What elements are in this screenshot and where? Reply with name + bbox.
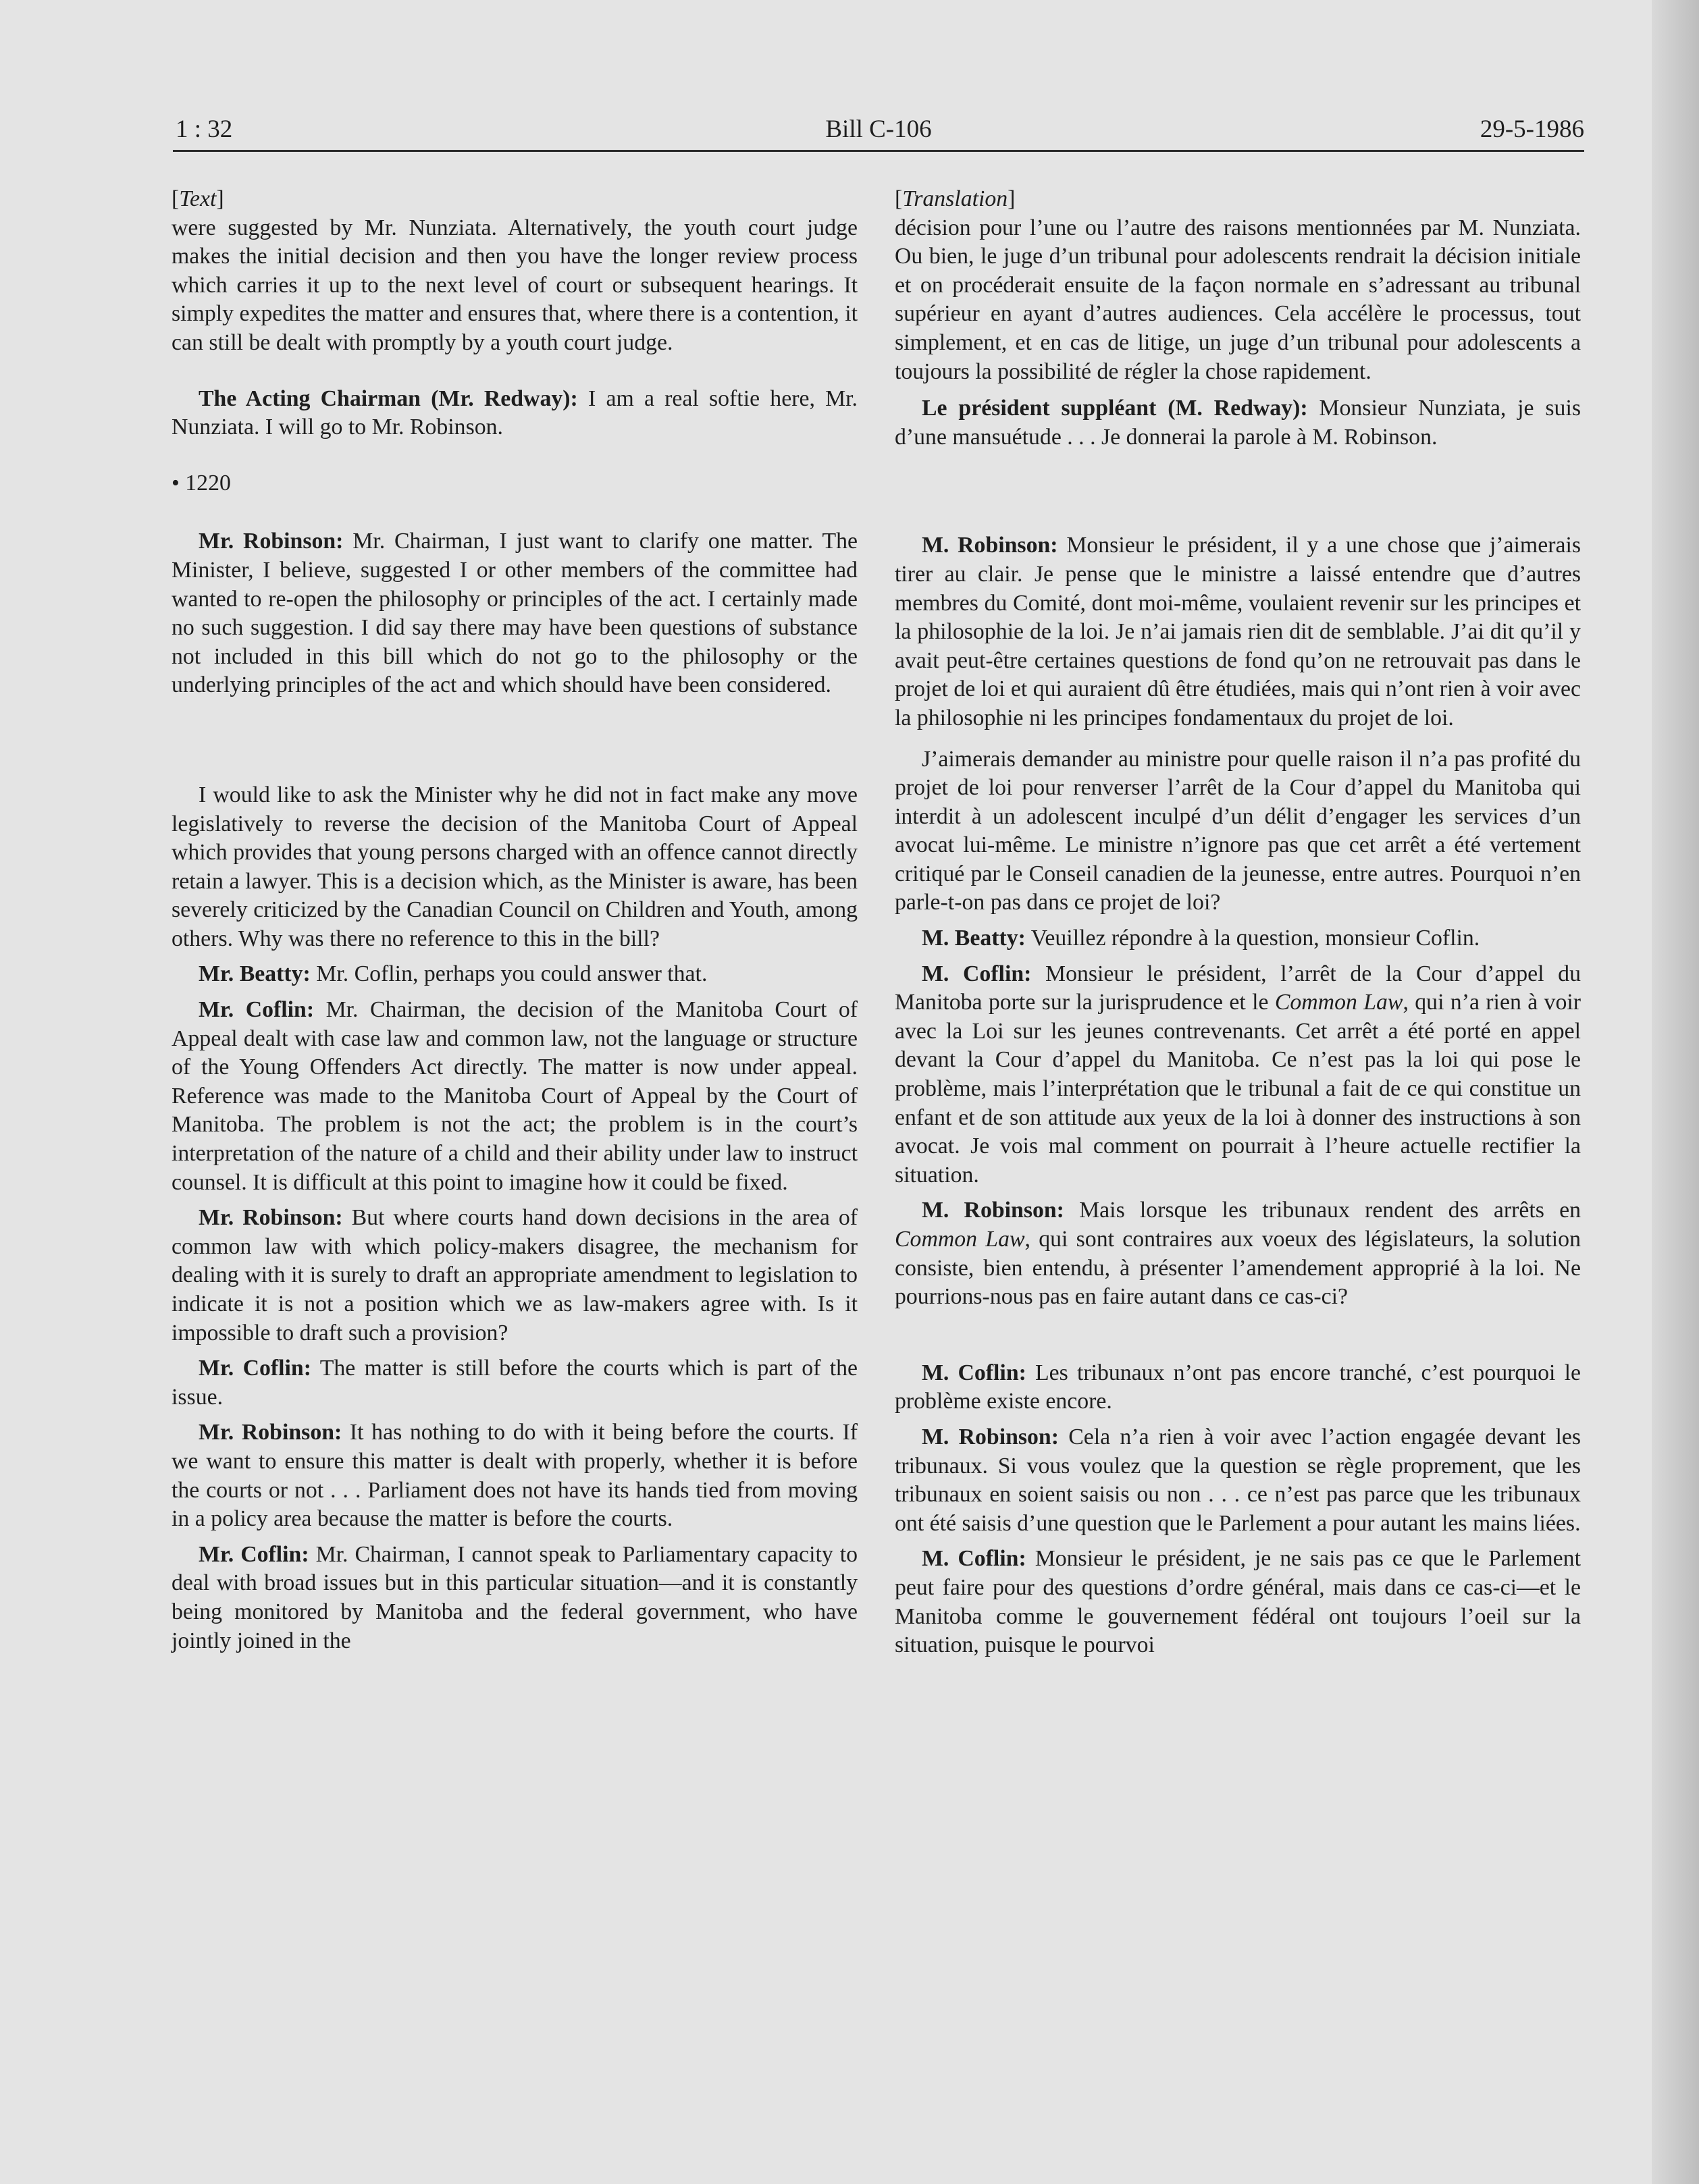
speech-text: Mr. Chairman, I just want to clarify one matter. The Minister, I believe, suggested I or other members of the committee had wanted to re-open the philosophy or principles of the act. I certainly made no such suggestion. I did say there may have been questions of substance not included in this bill which do not go to the philosophy or the underlying principles of the act and which should have been considered. — [172, 529, 858, 698]
speaker: Mr. Coflin: — [199, 1356, 311, 1381]
time-marker: • 1220 — [172, 470, 231, 496]
speaker: Mr. Robinson: — [199, 1420, 342, 1445]
page-number: 1 : 32 — [176, 115, 233, 143]
speech-text: Les tribunaux n’ont pas encore tranché, c’est pourquoi le problème existe encore. — [895, 1360, 1581, 1414]
speaker: M. Coflin: — [922, 961, 1032, 986]
speech — [895, 531, 1581, 733]
speech — [172, 1418, 858, 1533]
speech-text: Veuillez répondre à la question, monsieur Coflin. — [1025, 926, 1480, 951]
speech-text: Monsieur le président, je ne sais pas ce que le Parlement peut faire pour des questions d’ordre général, mais dans ce cas-ci—et le Manitoba comme le gouvernement fédéral ont toujours l’oeil sur la situation, puisque le pourvoi — [895, 1546, 1581, 1658]
speech-text: Mr. Chairman, the decision of the Manitoba Court of Appeal dealt with case law and common law, not the language or structure of the Young Offenders Act directly. The matter is now under appeal. Reference was made to the Manitoba Court of Appeal by the Court of Manitoba. The problem is not the act; the problem is in the court’s interpretation of the nature of a child and their ability under law to instruct counsel. It is difficult at this point to imagine how it could be fixed. — [172, 997, 858, 1195]
italic-term: Common Law — [1274, 990, 1403, 1015]
paragraph: décision pour l’une ou l’autre des raisons mentionnées par M. Nunziata. Ou bien, le juge d’un tribunal pour adolescents rendrait la décision initiale et on procéderait ensuite de la façon normale en s’adressant au tribunal supérieur en ayant d’autres audiences. Cela accélère le processus, tout simplement, et en cas de litige, un juge d’un tribunal pour adolescents a toujours la possibilité de régler la chose rapidement. — [895, 215, 1581, 384]
speech — [895, 394, 1581, 452]
paragraph: I would like to ask the Minister why he did not in fact make any move legislatively to reverse the decision of the Manitoba Court of Appeal which provides that young persons charged with an offence cannot directly retain a lawyer. This is a decision which, as the Minister is aware, has been severely criticized by the Canadian Council on Children and Youth, among others. Why was there no reference to this in the bill? — [172, 782, 858, 951]
translation-label: [Translation] — [895, 186, 1016, 211]
translation-label-word: Translation — [902, 186, 1008, 211]
speaker: M. Robinson: — [922, 533, 1058, 558]
speaker: Mr. Beatty: — [199, 961, 311, 987]
speaker: The Acting Chairman (Mr. Redway): — [199, 385, 578, 411]
speech — [172, 385, 858, 442]
bill-title: Bill C-106 — [825, 115, 932, 143]
header-date: 29-5-1986 — [1480, 115, 1584, 143]
speech-text: But where courts hand down decisions in the area of common law with which policy-makers disagree, the mechanism for dealing with it is surely to draft an appropriate amendment to legislation to indicate it is not a position which we as law-makers agree with. Is it impossible to draft such a provision? — [172, 1205, 858, 1346]
text-label: [Text] — [172, 186, 224, 211]
speech-text: , qui n’a rien à voir avec la Loi sur les jeunes contrevenants. Cet arrêt a été porté en appel devant la Cour d’appel du Manitoba. Ce n’est pas la loi qui pose le problème, mais l’interprétation que le tribunal a fait de ce qui constitue un enfant et de son attitude aux yeux de la loi à donner des instructions à son avocat. Je vois mal comment on pourrait à l’heure actuelle rectifier la situation. — [895, 990, 1581, 1188]
speaker: Mr. Robinson: — [199, 1205, 343, 1231]
speech — [172, 996, 858, 1197]
speaker: Mr. Coflin: — [199, 997, 315, 1023]
speaker: Le président suppléant (M. Redway): — [922, 396, 1308, 421]
paragraph: were suggested by Mr. Nunziata. Alternatively, the youth court judge makes the initial decision and then you have the longer review process which carries it up to the next level of court or subsequent hearings. It simply expedites the matter and ensures that, where there is a contention, it can still be dealt with promptly by a youth court judge. — [172, 215, 858, 355]
speech — [895, 1545, 1581, 1659]
speech-text: I am a real softie here, Mr. Nunziata. I will go to Mr. Robinson. — [172, 385, 858, 440]
speech-text: Mais lorsque les tribunaux rendent des arrêts en — [1064, 1198, 1581, 1223]
speech-text: Cela n’a rien à voir avec l’action engagée devant les tribunaux. Si vous voulez que la question se règle proprement, que les tribunaux en soient saisis ou non . . . ce n’est pas parce que les tribunaux ont été saisis d’une question que le Parlement a pour autant les mains liées. — [895, 1424, 1582, 1536]
speech — [895, 1423, 1581, 1538]
speaker: M. Robinson: — [922, 1424, 1059, 1449]
speech — [172, 1541, 858, 1655]
speech — [172, 1204, 858, 1348]
french-column — [895, 185, 1581, 1660]
speech — [895, 960, 1581, 1190]
speech — [172, 527, 858, 700]
speaker: M. Coflin: — [922, 1546, 1026, 1572]
speaker: M. Beatty: — [922, 926, 1026, 951]
speaker: Mr. Robinson: — [199, 529, 344, 554]
speech — [172, 960, 858, 989]
speech — [172, 1354, 858, 1412]
speaker: M. Robinson: — [922, 1198, 1064, 1223]
page-header — [173, 112, 1584, 152]
text-label-word: Text — [179, 186, 217, 211]
speech-text: , qui sont contraires aux voeux des législateurs, la solution consiste, bien entendu, à présenter l’amendement approprié à la loi. Ne pourrions-nous pas en faire autant dans ce cas-ci? — [895, 1227, 1581, 1310]
speech-text: Mr. Coflin, perhaps you could answer that. — [310, 961, 708, 987]
speech-text: Monsieur le président, l’arrêt de la Cour d’appel du Manitoba porte sur la jurisprudence et le — [895, 961, 1581, 1015]
italic-term: Common Law — [895, 1227, 1025, 1252]
speech-text: Monsieur le président, il y a une chose que j’aimerais tirer au clair. Je pense que le ministre a laissé entendre que d’autres membres du Comité, dont moi-même, voulaient revenir sur les principes et la philosophie de la loi. Je n’ai jamais rien dit de semblable. J’ai dit qu’il y avait peut-être certaines questions de fond qu’on ne retrouvait pas dans le projet de loi et qui auraient dû être étudiées, mais qui n’ont rien à voir avec la philosophie ni les principes fondamentaux du projet de loi. — [895, 533, 1582, 730]
english-column — [172, 185, 858, 1655]
speech-text: It has nothing to do with it being before the courts. If we want to ensure this matter is dealt with properly, whether it is before the courts or not . . . Parliament does not have its hands tied from moving in a policy area because the matter is before the courts. — [172, 1420, 858, 1532]
speech-text: Monsieur Nunziata, je suis d’une mansuétude . . . Je donnerai la parole à M. Robinson. — [895, 396, 1581, 450]
speech — [895, 1359, 1581, 1416]
speaker: Mr. Coflin: — [199, 1541, 309, 1567]
speech — [895, 924, 1581, 953]
speech-text: Mr. Chairman, I cannot speak to Parliamentary capacity to deal with broad issues but in this particular situation—and it is constantly being monitored by Manitoba and the federal government, who have jointly joined in the — [172, 1541, 858, 1653]
speech-text: The matter is still before the courts which is part of the issue. — [172, 1356, 858, 1410]
page-edge-shadow — [1652, 0, 1699, 2184]
speech — [895, 1196, 1581, 1311]
speaker: M. Coflin: — [922, 1360, 1026, 1385]
paragraph: J’aimerais demander au ministre pour quelle raison il n’a pas profité du projet de loi pour renverser l’arrêt de la Cour d’appel du Manitoba qui interdit à un adolescent inculpé d’un délit d’engager les services d’un avocat lui-même. Le ministre n’ignore pas que cet arrêt a été vertement critiqué par le Conseil canadien de la jeunesse, entre autres. Pourquoi n’en parle-t-on pas dans ce projet de loi? — [895, 746, 1581, 915]
